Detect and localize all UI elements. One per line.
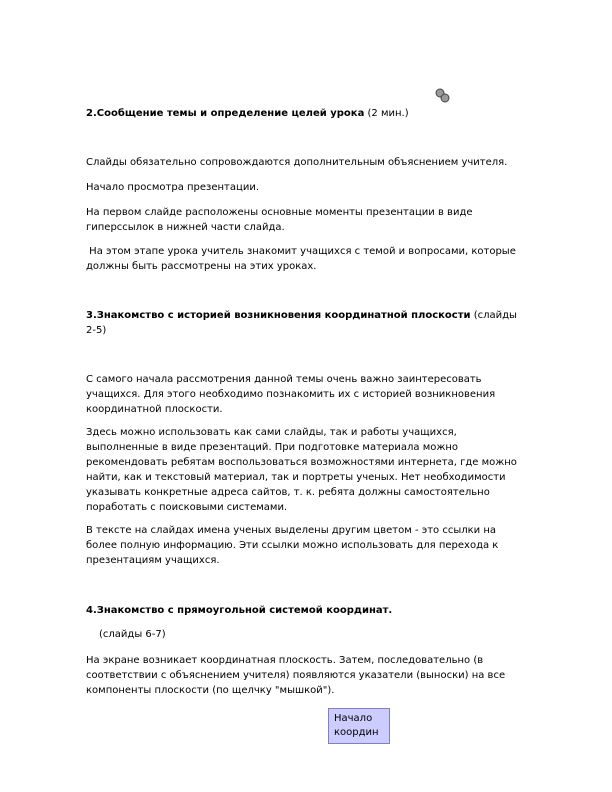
section-3-paragraph-3: В тексте на слайдах имена ученых выделены другим цветом - это ссылки на более полную информацию. Эти ссылки можно использовать для перехода к презентациям учащихся. [86, 525, 499, 566]
section-2-paragraph-3: На первом слайде расположены основные моменты презентации в виде гиперссылок в нижней части слайда. [86, 207, 473, 233]
section-3-paragraph-2: Здесь можно использовать как сами слайды, так и работы учащихся, выполненные в виде презентаций. При подготовке материала можно рекомендовать ребятам воспользоваться возможностями интернета, где можно найти, как и текстовый материал, так и портреты ученых. Нет необходимости указывать конкретные адреса сайтов, т. к. ребята должны самостоятельно поработать с поисковыми системами. [86, 427, 517, 513]
section-2-heading [86, 106, 556, 121]
section-2-title: 2.Сообщение темы и определение целей урока [86, 108, 365, 119]
section-3-heading: 3.Знакомство с историей возникновения координатной плоскости (слайды 2-5) [86, 310, 517, 336]
section-2-paragraph-2: Начало просмотра презентации. [86, 182, 259, 193]
section-4-heading [86, 603, 556, 618]
section-4-paragraph-1: На экране возникает координатная плоскость. Затем, последовательно (в соответствии с объяснением учителя) появляются указатели (выноски) на все компоненты плоскости (по щелчку "мышкой"). [86, 655, 506, 696]
section-4-slides-note: (слайды 6-7) [99, 629, 166, 640]
cursor-hand-icon [434, 87, 452, 105]
section-2-paragraph-4: На этом этапе урока учитель знакомит учащихся с темой и вопросами, которые должны быть рассмотрены на этих уроках. [86, 246, 516, 272]
section-3-paragraph-1: С самого начала рассмотрения данной темы очень важно заинтересовать учащихся. Для этого необходимо познакомить их с историей возникновения координатной плоскости. [86, 374, 496, 415]
section-4-title: 4.Знакомство с прямоугольной системой координат. [86, 605, 393, 616]
start-coordinates-button[interactable]: Начало координ [328, 708, 390, 744]
section-2-paragraph-1: Слайды обязательно сопровождаются дополнительным объяснением учителя. [86, 157, 508, 168]
section-2-duration: (2 мин.) [364, 108, 409, 119]
section-3-title: 3.Знакомство с историей возникновения координатной плоскости [86, 310, 471, 321]
